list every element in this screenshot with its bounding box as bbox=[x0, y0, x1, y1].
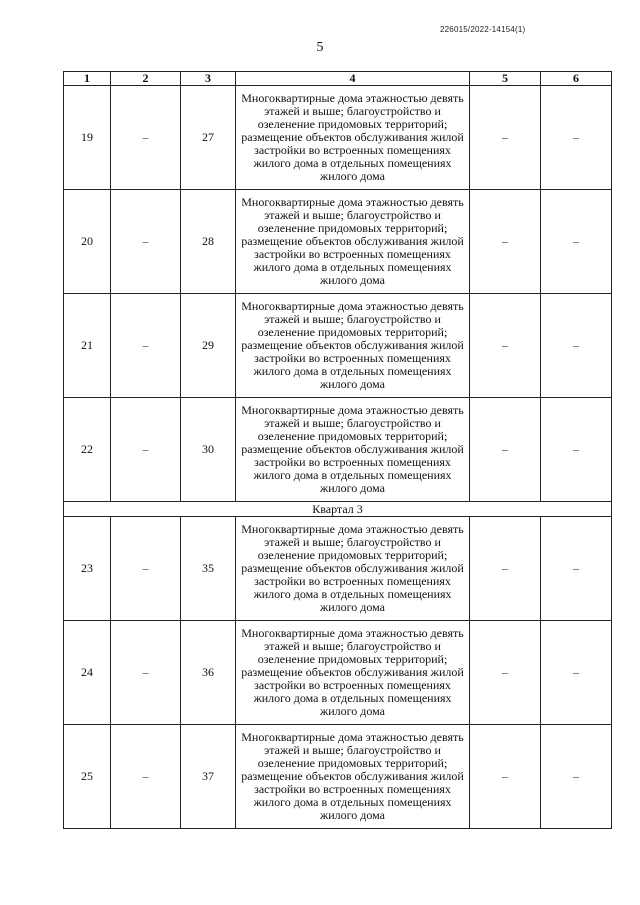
cell-col-2: – bbox=[111, 398, 181, 502]
cell-description: Многоквартирные дома этажностью девять этажей и выше; благоустройство и озеленение придомовых территорий; размещение объектов обслуживания жилой застройки во встроенных помещениях жилого дома в отдельных помещениях жилого дома bbox=[236, 190, 470, 294]
row-number: 22 bbox=[64, 398, 111, 502]
cell-col-2: – bbox=[111, 621, 181, 725]
row-number: 21 bbox=[64, 294, 111, 398]
table-row bbox=[64, 517, 612, 621]
cell-col-3: 35 bbox=[181, 517, 236, 621]
cell-col-6: – bbox=[541, 725, 612, 829]
cell-description: Многоквартирные дома этажностью девять этажей и выше; благоустройство и озеленение придомовых территорий; размещение объектов обслуживания жилой застройки во встроенных помещениях жилого дома в отдельных помещениях жилого дома bbox=[236, 725, 470, 829]
cell-col-3: 28 bbox=[181, 190, 236, 294]
cell-col-5: – bbox=[470, 398, 541, 502]
cell-col-3: 37 bbox=[181, 725, 236, 829]
cell-col-3: 36 bbox=[181, 621, 236, 725]
cell-col-5: – bbox=[470, 86, 541, 190]
header-col-1: 1 bbox=[64, 72, 111, 86]
cell-description: Многоквартирные дома этажностью девять этажей и выше; благоустройство и озеленение придомовых территорий; размещение объектов обслуживания жилой застройки во встроенных помещениях жилого дома в отдельных помещениях жилого дома bbox=[236, 621, 470, 725]
cell-col-5: – bbox=[470, 190, 541, 294]
table-row bbox=[64, 86, 612, 190]
header-row bbox=[64, 72, 612, 86]
document-number: 226015/2022-14154(1) bbox=[440, 25, 526, 34]
table-row bbox=[64, 725, 612, 829]
header-col-5: 5 bbox=[470, 72, 541, 86]
cell-col-6: – bbox=[541, 294, 612, 398]
header-col-3: 3 bbox=[181, 72, 236, 86]
cell-description: Многоквартирные дома этажностью девять этажей и выше; благоустройство и озеленение придомовых территорий; размещение объектов обслуживания жилой застройки во встроенных помещениях жилого дома в отдельных помещениях жилого дома bbox=[236, 398, 470, 502]
cell-col-3: 30 bbox=[181, 398, 236, 502]
section-row bbox=[64, 502, 612, 517]
cell-col-6: – bbox=[541, 398, 612, 502]
header-col-6: 6 bbox=[541, 72, 612, 86]
cell-col-5: – bbox=[470, 517, 541, 621]
header-col-4: 4 bbox=[236, 72, 470, 86]
cell-description: Многоквартирные дома этажностью девять этажей и выше; благоустройство и озеленение придомовых территорий; размещение объектов обслуживания жилой застройки во встроенных помещениях жилого дома в отдельных помещениях жилого дома bbox=[236, 294, 470, 398]
row-number: 25 bbox=[64, 725, 111, 829]
cell-col-5: – bbox=[470, 621, 541, 725]
table-row bbox=[64, 398, 612, 502]
table-row bbox=[64, 621, 612, 725]
cell-col-5: – bbox=[470, 294, 541, 398]
row-number: 23 bbox=[64, 517, 111, 621]
section-label: Квартал 3 bbox=[64, 502, 612, 517]
cell-col-3: 27 bbox=[181, 86, 236, 190]
cell-col-6: – bbox=[541, 621, 612, 725]
cell-col-2: – bbox=[111, 294, 181, 398]
table-row bbox=[64, 294, 612, 398]
cell-description: Многоквартирные дома этажностью девять этажей и выше; благоустройство и озеленение придомовых территорий; размещение объектов обслуживания жилой застройки во встроенных помещениях жилого дома в отдельных помещениях жилого дома bbox=[236, 517, 470, 621]
header-col-2: 2 bbox=[111, 72, 181, 86]
regulations-table bbox=[63, 71, 612, 829]
cell-col-6: – bbox=[541, 86, 612, 190]
row-number: 19 bbox=[64, 86, 111, 190]
cell-col-2: – bbox=[111, 517, 181, 621]
cell-col-6: – bbox=[541, 190, 612, 294]
page-number: 5 bbox=[316, 40, 324, 55]
cell-col-5: – bbox=[470, 725, 541, 829]
cell-col-2: – bbox=[111, 86, 181, 190]
row-number: 24 bbox=[64, 621, 111, 725]
cell-description: Многоквартирные дома этажностью девять этажей и выше; благоустройство и озеленение придомовых территорий; размещение объектов обслуживания жилой застройки во встроенных помещениях жилого дома в отдельных помещениях жилого дома bbox=[236, 86, 470, 190]
row-number: 20 bbox=[64, 190, 111, 294]
cell-col-6: – bbox=[541, 517, 612, 621]
cell-col-2: – bbox=[111, 725, 181, 829]
cell-col-3: 29 bbox=[181, 294, 236, 398]
table-row bbox=[64, 190, 612, 294]
cell-col-2: – bbox=[111, 190, 181, 294]
